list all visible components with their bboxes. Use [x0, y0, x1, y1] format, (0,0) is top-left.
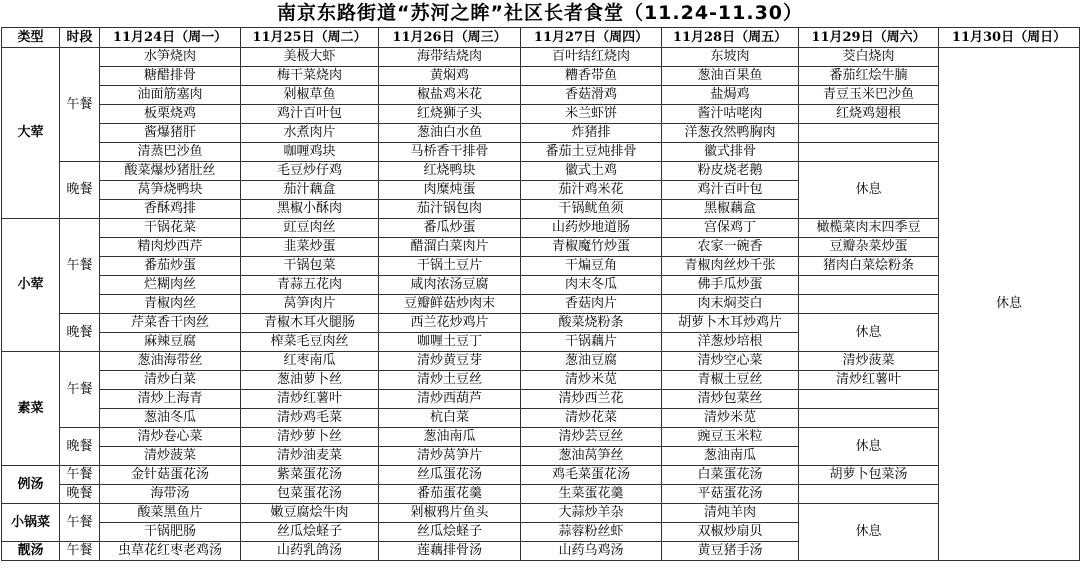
table-row	[2, 390, 1080, 409]
table-row	[2, 124, 1080, 143]
dish-cell	[799, 143, 939, 162]
dish-cell	[799, 409, 939, 428]
blank-cell	[799, 485, 939, 504]
page-title: 南京东路街道“苏河之眸”社区长者食堂（11.24-11.30）	[276, 2, 804, 24]
dish-cell: 豌豆玉米粒	[662, 428, 799, 447]
dish-cell: 清炒卷心菜	[100, 428, 241, 447]
dish-cell: 丝瓜烩蛏子	[379, 523, 521, 542]
header-type: 类型	[2, 28, 60, 48]
dish-cell: 梅干菜烧肉	[241, 67, 379, 86]
dish-cell: 咖喱鸡块	[241, 143, 379, 162]
dish-cell: 水笋烧肉	[100, 48, 241, 67]
dish-cell: 西兰花炒鸡片	[379, 314, 521, 333]
dish-cell: 油面筋塞肉	[100, 86, 241, 105]
header-day: 11月26日（周三）	[379, 28, 521, 48]
dish-cell: 黑椒藕盒	[662, 200, 799, 219]
table-row	[2, 67, 1080, 86]
dish-cell: 肉糜炖蛋	[379, 181, 521, 200]
category-cell: 靓汤	[2, 542, 60, 561]
dish-cell: 葱油冬瓜	[100, 409, 241, 428]
period-cell: 晚餐	[60, 162, 100, 219]
dish-cell: 金针菇蛋花汤	[100, 466, 241, 485]
header-day: 11月24日（周一）	[100, 28, 241, 48]
header-row	[2, 28, 1080, 48]
dish-cell: 黑椒小酥肉	[241, 200, 379, 219]
category-cell: 小荤	[2, 219, 60, 352]
dish-cell: 青蒜五花肉	[241, 276, 379, 295]
dish-cell: 清炒空心菜	[662, 352, 799, 371]
dish-cell: 山药乌鸡汤	[521, 542, 662, 561]
dish-cell: 清炒芸豆丝	[521, 428, 662, 447]
dish-cell: 红烧鸭块	[379, 162, 521, 181]
dish-cell: 清炒米苋	[662, 409, 799, 428]
table-row	[2, 409, 1080, 428]
table-row	[2, 238, 1080, 257]
dish-cell: 清炒白菜	[100, 371, 241, 390]
dish-cell: 包菜蛋花汤	[241, 485, 379, 504]
dish-cell: 烂糊肉丝	[100, 276, 241, 295]
dish-cell: 茄汁藕盒	[241, 181, 379, 200]
dish-cell: 红烧狮子头	[379, 105, 521, 124]
dish-cell: 嫩豆腐烩牛肉	[241, 504, 379, 523]
dish-cell: 剁椒草鱼	[241, 86, 379, 105]
menu-table	[1, 27, 1080, 561]
dish-cell: 茭白烧肉	[799, 48, 939, 67]
dish-cell: 清炒上海青	[100, 390, 241, 409]
table-row	[2, 466, 1080, 485]
dish-cell: 胡萝卜木耳炒鸡片	[662, 314, 799, 333]
dish-cell: 米兰虾饼	[521, 105, 662, 124]
dish-cell: 清炒花菜	[521, 409, 662, 428]
header-day: 11月30日（周日）	[939, 28, 1080, 48]
dish-cell: 清炒菠菜	[100, 447, 241, 466]
dish-cell: 韭菜炒蛋	[241, 238, 379, 257]
dish-cell: 蒜蓉粉丝虾	[521, 523, 662, 542]
dish-cell: 干锅藕片	[521, 333, 662, 352]
table-row	[2, 257, 1080, 276]
dish-cell: 清炒红薯叶	[241, 390, 379, 409]
category-cell: 素菜	[2, 352, 60, 466]
dish-cell: 葱油豆腐	[521, 352, 662, 371]
table-row	[2, 105, 1080, 124]
dish-cell: 清炖羊肉	[662, 504, 799, 523]
dish-cell: 葱油萝卜丝	[241, 371, 379, 390]
dish-cell: 盐焗鸡	[662, 86, 799, 105]
dish-cell: 清炒红薯叶	[799, 371, 939, 390]
dish-cell: 黄焖鸡	[379, 67, 521, 86]
table-row	[2, 219, 1080, 238]
dish-cell: 香酥鸡排	[100, 200, 241, 219]
dish-cell: 青椒土豆丝	[662, 371, 799, 390]
header-day: 11月27日（周四）	[521, 28, 662, 48]
table-row	[2, 48, 1080, 67]
dish-cell: 洋葱炒培根	[662, 333, 799, 352]
dish-cell: 干锅鱿鱼须	[521, 200, 662, 219]
dish-cell: 山药炒地道肠	[521, 219, 662, 238]
rest-cell: 休息	[799, 162, 939, 219]
dish-cell: 平菇蛋花汤	[662, 485, 799, 504]
dish-cell: 山药乳鸽汤	[241, 542, 379, 561]
dish-cell: 清炒莴笋片	[379, 447, 521, 466]
dish-cell: 清炒油麦菜	[241, 447, 379, 466]
dish-cell: 徽式土鸡	[521, 162, 662, 181]
dish-cell: 青椒魔竹炒蛋	[521, 238, 662, 257]
category-cell: 例汤	[2, 466, 60, 504]
table-row	[2, 314, 1080, 333]
dish-cell	[799, 124, 939, 143]
dish-cell: 杭白菜	[379, 409, 521, 428]
table-row	[2, 162, 1080, 181]
dish-cell: 番茄土豆炖排骨	[521, 143, 662, 162]
dish-cell: 咸肉浓汤豆腐	[379, 276, 521, 295]
dish-cell: 豇豆肉丝	[241, 219, 379, 238]
dish-cell: 茄汁锅包肉	[379, 200, 521, 219]
dish-cell: 海带汤	[100, 485, 241, 504]
dish-cell: 莲藕排骨汤	[379, 542, 521, 561]
dish-cell: 芹菜香干肉丝	[100, 314, 241, 333]
dish-cell: 糟香带鱼	[521, 67, 662, 86]
dish-cell: 宫保鸡丁	[662, 219, 799, 238]
dish-cell: 香菇滑鸡	[521, 86, 662, 105]
dish-cell: 酱汁咕咾肉	[662, 105, 799, 124]
dish-cell: 酸菜爆炒猪肚丝	[100, 162, 241, 181]
table-row	[2, 276, 1080, 295]
dish-cell: 青椒木耳火腿肠	[241, 314, 379, 333]
category-cell: 大荤	[2, 48, 60, 219]
sunday-rest-cell: 休息	[939, 48, 1080, 561]
dish-cell: 肉末焖茭白	[662, 295, 799, 314]
dish-cell: 豆瓣鲜菇炒肉末	[379, 295, 521, 314]
dish-cell: 葱油百果鱼	[662, 67, 799, 86]
rest-cell: 休息	[799, 314, 939, 352]
dish-cell	[799, 276, 939, 295]
dish-cell: 东坡肉	[662, 48, 799, 67]
dish-cell: 美极大虾	[241, 48, 379, 67]
dish-cell: 白菜蛋花汤	[662, 466, 799, 485]
dish-cell: 鸡汁百叶包	[662, 181, 799, 200]
period-cell: 午餐	[60, 542, 100, 561]
table-row	[2, 295, 1080, 314]
dish-cell: 青豆玉米巴沙鱼	[799, 86, 939, 105]
dish-cell: 莴笋烧鸭块	[100, 181, 241, 200]
period-cell: 午餐	[60, 352, 100, 428]
dish-cell: 葱油白水鱼	[379, 124, 521, 143]
dish-cell: 清炒黄豆芽	[379, 352, 521, 371]
dish-cell: 粉皮烧老鹅	[662, 162, 799, 181]
dish-cell: 干锅土豆片	[379, 257, 521, 276]
dish-cell: 精肉炒西芹	[100, 238, 241, 257]
dish-cell: 青椒肉丝	[100, 295, 241, 314]
dish-cell: 清炒鸡毛菜	[241, 409, 379, 428]
dish-cell: 干锅花菜	[100, 219, 241, 238]
dish-cell: 茄汁鸡米花	[521, 181, 662, 200]
period-cell: 午餐	[60, 466, 100, 485]
dish-cell: 番茄蛋花羹	[379, 485, 521, 504]
dish-cell: 豆瓣杂菜炒蛋	[799, 238, 939, 257]
dish-cell: 干锅包菜	[241, 257, 379, 276]
dish-cell: 清炒萝卜丝	[241, 428, 379, 447]
rest-cell: 休息	[799, 428, 939, 466]
header-day: 11月25日（周二）	[241, 28, 379, 48]
table-row	[2, 352, 1080, 371]
dish-cell: 黄豆猪手汤	[662, 542, 799, 561]
dish-cell: 葱油莴笋丝	[521, 447, 662, 466]
dish-cell: 肉末冬瓜	[521, 276, 662, 295]
dish-cell: 葱油南瓜	[662, 447, 799, 466]
table-row	[2, 143, 1080, 162]
dish-cell: 番茄红烩牛腩	[799, 67, 939, 86]
dish-cell: 清炒菠菜	[799, 352, 939, 371]
dish-cell: 猪肉白菜烩粉条	[799, 257, 939, 276]
dish-cell: 椒盐鸡米花	[379, 86, 521, 105]
table-row	[2, 428, 1080, 447]
dish-cell: 鸡汁百叶包	[241, 105, 379, 124]
dish-cell: 生菜蛋花羹	[521, 485, 662, 504]
dish-cell: 香菇肉片	[521, 295, 662, 314]
dish-cell: 板栗烧鸡	[100, 105, 241, 124]
dish-cell: 麻辣豆腐	[100, 333, 241, 352]
period-cell: 晚餐	[60, 314, 100, 352]
dish-cell	[799, 390, 939, 409]
table-row	[2, 86, 1080, 105]
dish-cell: 炸猪排	[521, 124, 662, 143]
dish-cell: 胡萝卜包菜汤	[799, 466, 939, 485]
period-cell: 晚餐	[60, 428, 100, 466]
period-cell: 午餐	[60, 219, 100, 314]
dish-cell: 马桥香干排骨	[379, 143, 521, 162]
table-row	[2, 371, 1080, 390]
dish-cell: 青椒肉丝炒千张	[662, 257, 799, 276]
dish-cell: 丝瓜蛋花汤	[379, 466, 521, 485]
dish-cell: 佛手瓜炒蛋	[662, 276, 799, 295]
dish-cell: 虫草花红枣老鸡汤	[100, 542, 241, 561]
dish-cell: 榨菜毛豆肉丝	[241, 333, 379, 352]
dish-cell: 紫菜蛋花汤	[241, 466, 379, 485]
dish-cell: 糖醋排骨	[100, 67, 241, 86]
dish-cell: 酸菜烧粉条	[521, 314, 662, 333]
menu-body	[2, 28, 1080, 561]
dish-cell: 清炒米苋	[521, 371, 662, 390]
dish-cell: 咖喱土豆丁	[379, 333, 521, 352]
dish-cell: 番瓜炒蛋	[379, 219, 521, 238]
header-period: 时段	[60, 28, 100, 48]
dish-cell: 农家一碗香	[662, 238, 799, 257]
table-row	[2, 485, 1080, 504]
dish-cell: 番茄炒蛋	[100, 257, 241, 276]
rest-cell: 休息	[799, 504, 939, 561]
dish-cell: 干煸豆角	[521, 257, 662, 276]
dish-cell: 丝瓜烩蛏子	[241, 523, 379, 542]
period-cell: 午餐	[60, 504, 100, 542]
dish-cell: 毛豆炒仔鸡	[241, 162, 379, 181]
table-row	[2, 504, 1080, 523]
dish-cell: 海带结烧肉	[379, 48, 521, 67]
dish-cell: 莴笋肉片	[241, 295, 379, 314]
dish-cell	[799, 295, 939, 314]
dish-cell: 清蒸巴沙鱼	[100, 143, 241, 162]
dish-cell: 清炒土豆丝	[379, 371, 521, 390]
dish-cell: 双椒炒扇贝	[662, 523, 799, 542]
dish-cell: 醋溜白菜肉片	[379, 238, 521, 257]
header-day: 11月29日（周六）	[799, 28, 939, 48]
dish-cell: 葱油海带丝	[100, 352, 241, 371]
dish-cell: 酱爆猪肝	[100, 124, 241, 143]
dish-cell: 鸡毛菜蛋花汤	[521, 466, 662, 485]
dish-cell: 清炒西兰花	[521, 390, 662, 409]
dish-cell: 红枣南瓜	[241, 352, 379, 371]
dish-cell: 清炒西葫芦	[379, 390, 521, 409]
dish-cell: 大蒜炒羊杂	[521, 504, 662, 523]
dish-cell: 百叶结红烧肉	[521, 48, 662, 67]
dish-cell: 酸菜黑鱼片	[100, 504, 241, 523]
dish-cell: 清炒包菜丝	[662, 390, 799, 409]
period-cell: 午餐	[60, 48, 100, 162]
dish-cell: 葱油南瓜	[379, 428, 521, 447]
dish-cell: 剁椒鸦片鱼头	[379, 504, 521, 523]
dish-cell: 水煮肉片	[241, 124, 379, 143]
dish-cell: 徽式排骨	[662, 143, 799, 162]
dish-cell: 红烧鸡翅根	[799, 105, 939, 124]
dish-cell: 干锅肥肠	[100, 523, 241, 542]
category-cell: 小锅菜	[2, 504, 60, 542]
period-cell: 晚餐	[60, 485, 100, 504]
header-day: 11月28日（周五）	[662, 28, 799, 48]
dish-cell: 橄榄菜肉末四季豆	[799, 219, 939, 238]
dish-cell: 洋葱孜然鸭胸肉	[662, 124, 799, 143]
